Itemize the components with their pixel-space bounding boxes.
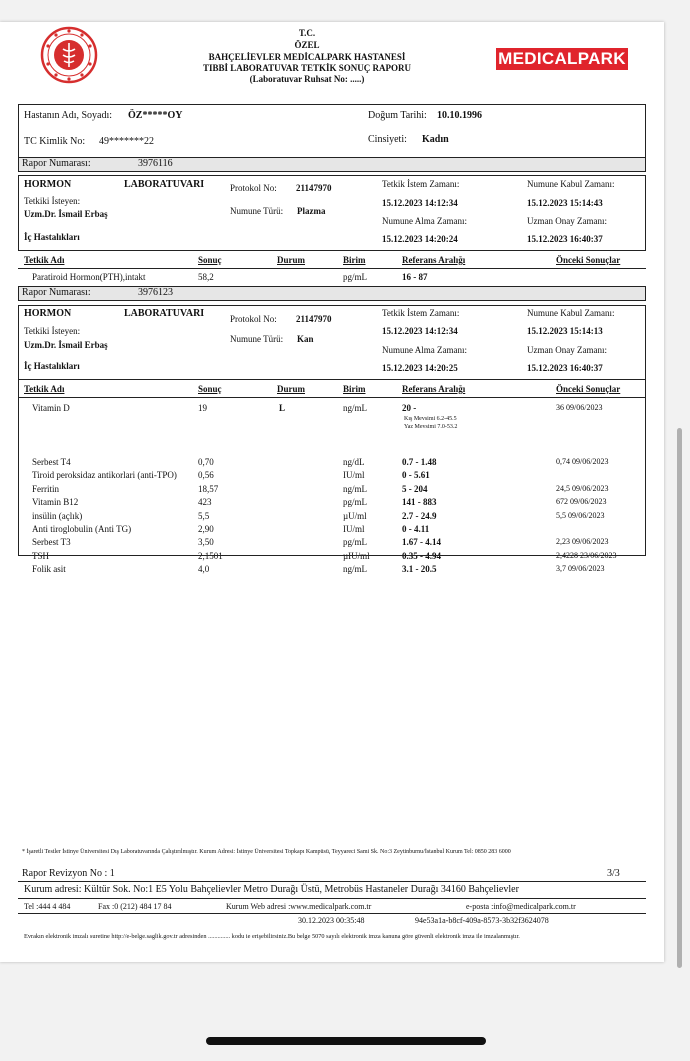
- test-unit: ng/mL: [343, 564, 367, 575]
- istem-value: 15.12.2023 14:12:34: [382, 198, 458, 208]
- test-ref: 1.67 - 4.14: [402, 537, 441, 548]
- alma-value: 15.12.2023 14:20:24: [382, 234, 458, 244]
- tc-value: 49*******22: [99, 136, 154, 147]
- alma-label: Numune Alma Zamanı:: [382, 216, 467, 226]
- requester-label: Tetkiki İsteyen:: [24, 196, 81, 206]
- sample-type: Plazma: [297, 206, 326, 216]
- department: İç Hastalıkları: [24, 232, 80, 242]
- col-name-2: Tetkik Adı: [24, 384, 65, 394]
- pth-result: 58,2: [198, 272, 214, 282]
- col-status-1: Durum: [277, 255, 306, 265]
- report-number: 3976116: [138, 158, 173, 169]
- test-name: Serbest T3: [32, 537, 71, 548]
- test-result: 18,57: [198, 483, 219, 494]
- sample-type-label: Numune Türü:: [230, 206, 284, 216]
- test-result: 423: [198, 497, 212, 508]
- report-number-bar-2: [18, 286, 646, 301]
- test-name: Anti tiroglobulin (Anti TG): [32, 524, 132, 534]
- col-unit-1: Birim: [343, 255, 366, 265]
- test-result: 3,50: [198, 537, 214, 548]
- alma-value-2: 15.12.2023 14:20:25: [382, 363, 458, 373]
- report-page: [0, 22, 664, 962]
- scrollbar[interactable]: [677, 428, 682, 968]
- report-number-label: Rapor Numarası:: [22, 158, 91, 169]
- lab-name: HORMON: [24, 179, 72, 190]
- lab-name-b2: LABORATUVARI: [124, 308, 205, 319]
- sample-type-2: Kan: [297, 334, 314, 344]
- doctor-name-2: Uzm.Dr. İsmail Erbaş: [24, 340, 108, 350]
- footer-rule-3: [18, 913, 646, 914]
- report-number-2: 3976123: [138, 287, 173, 298]
- test-prev: 672 09/06/2023: [556, 497, 607, 507]
- onay-label-2: Uzman Onay Zamanı:: [527, 345, 607, 355]
- vitd-status: L: [279, 403, 286, 413]
- kabul-label: Numune Kabul Zamanı:: [527, 179, 615, 189]
- revision-no: Rapor Revizyon No : 1: [22, 868, 115, 879]
- header-rule-1: [18, 268, 646, 269]
- istem-label: Tetkik İstem Zamanı:: [382, 179, 460, 189]
- protocol-no: 21147970: [296, 183, 332, 193]
- license-no: (Laboratuvar Ruhsat No: .....): [249, 74, 365, 84]
- gender-value: Kadın: [422, 134, 449, 145]
- home-indicator[interactable]: [206, 1037, 486, 1045]
- vitd-prev: 36 09/06/2023: [556, 403, 603, 412]
- test-name: Vitamin B12: [32, 497, 79, 508]
- col-name-1: Tetkik Adı: [24, 255, 65, 265]
- patient-name-label: Hastanın Adı, Soyadı:: [24, 110, 113, 121]
- istem-label-2: Tetkik İstem Zamanı:: [382, 308, 460, 318]
- test-unit: pg/mL: [343, 537, 367, 548]
- department-2: İç Hastalıkları: [24, 361, 80, 371]
- protocol-label-2: Protokol No:: [230, 314, 277, 324]
- tel: Tel :444 4 484: [24, 902, 71, 911]
- requester-label-2: Tetkiki İsteyen:: [24, 326, 81, 336]
- vitd-result: 19: [198, 403, 207, 413]
- vitd-ref: 20 -: [402, 403, 417, 413]
- test-name: insülin (açlık): [32, 510, 83, 521]
- vitd-ref-note-1: Kış Mevsimi 6.2-45.5: [404, 416, 457, 422]
- kabul-label-2: Numune Kabul Zamanı:: [527, 308, 615, 318]
- print-datetime: 30.12.2023 00:35:48: [298, 916, 365, 925]
- test-unit: ng/dL: [343, 457, 365, 467]
- onay-label: Uzman Onay Zamanı:: [527, 216, 607, 226]
- results-end-rule: [18, 555, 646, 556]
- hospital-name: BAHÇELİEVLER MEDİCALPARK HASTANESİ: [208, 52, 406, 62]
- test-result: 0,56: [198, 470, 214, 481]
- col-ref-1: Referans Aralığı: [402, 255, 466, 265]
- test-ref: 5 - 204: [402, 483, 428, 494]
- alma-label-2: Numune Alma Zamanı:: [382, 345, 467, 355]
- report-title: TIBBİ LABORATUVAR TETKİK SONUÇ RAPORU: [202, 63, 412, 73]
- test-name: Serbest T4: [32, 457, 71, 467]
- col-ref-2: Referans Aralığı: [402, 384, 466, 394]
- vitd-unit: ng/mL: [343, 403, 367, 413]
- test-result: 4,0: [198, 564, 210, 575]
- footer-rule-2: [18, 898, 646, 899]
- dob-label: Doğum Tarihi:: [368, 110, 427, 121]
- results-left-rule: [18, 375, 19, 555]
- table-row: [0, 511, 664, 524]
- test-ref: 2.7 - 24.9: [402, 510, 437, 521]
- test-prev: 24,5 09/06/2023: [556, 483, 609, 493]
- test-unit: pg/mL: [343, 497, 367, 508]
- lab-name-b: HORMON: [24, 308, 72, 319]
- page-number: 3/3: [607, 868, 620, 879]
- test-unit: µU/ml: [343, 510, 367, 521]
- istem-value-2: 15.12.2023 14:12:34: [382, 326, 458, 336]
- ministry-logo-icon: [40, 26, 98, 84]
- test-ref: 3.1 - 20.5: [402, 564, 437, 575]
- report-number-bar-1: [18, 157, 646, 172]
- protocol-no-2: 21147970: [296, 314, 332, 324]
- header-line-1: T.C.: [298, 28, 316, 38]
- doctor-name: Uzm.Dr. İsmail Erbaş: [24, 209, 108, 219]
- vitd-name: Vitamin D: [32, 403, 70, 413]
- pth-ref: 16 - 87: [402, 272, 428, 282]
- esign-note: Evrakın elektronik imzalı suretine http://e-belge.saglik.gov.tr adresinden .............. kodu ie erişebilirsiniz.Bu belge 5070 sayılı elektronik imza kanuna göre güvenli elektronik imza ile imzalanmıştır.: [24, 933, 520, 940]
- header-line-2: ÖZEL: [294, 40, 320, 50]
- test-prev: 3,7 09/06/2023: [556, 564, 605, 574]
- table-row: [0, 457, 664, 470]
- test-name: Tiroid peroksidaz antikorlari (anti-TPO): [32, 470, 177, 481]
- col-unit-2: Birim: [343, 384, 366, 394]
- lab-name-2: LABORATUVARI: [124, 179, 205, 190]
- web: Kurum Web adresi :www.medicalpark.com.tr: [226, 902, 372, 911]
- test-unit: IU/ml: [343, 524, 365, 534]
- test-name: Ferritin: [32, 483, 59, 494]
- col-status-2: Durum: [277, 384, 306, 394]
- table-row: [0, 551, 664, 564]
- test-unit: IU/ml: [343, 470, 365, 481]
- col-prev-2: Önceki Sonuçlar: [556, 384, 621, 394]
- results-right-rule: [645, 375, 646, 555]
- test-result: 5,5: [198, 510, 210, 521]
- test-ref: 141 - 883: [402, 497, 437, 508]
- col-prev-1: Önceki Sonuçlar: [556, 255, 621, 265]
- test-ref: 0.7 - 1.48: [402, 457, 437, 467]
- pth-unit: pg/mL: [343, 272, 367, 282]
- footer-rule-1: [18, 881, 646, 882]
- col-result-2: Sonuç: [198, 384, 222, 394]
- protocol-label: Protokol No:: [230, 183, 277, 193]
- gender-label: Cinsiyeti:: [368, 134, 407, 145]
- test-result: 0,70: [198, 457, 214, 467]
- patient-name: ÖZ*****OY: [128, 110, 183, 121]
- test-ref: 0 - 5.61: [402, 470, 430, 481]
- onay-value: 15.12.2023 16:40:37: [527, 234, 603, 244]
- pth-name: Paratiroid Hormon(PTH),intakt: [32, 272, 146, 282]
- footer-note: * İşaretli Testler İstinye Üniversitesi Dış Laboratuvarında Çalıştırılmıştır. Kurum Adresi: İstinye Üniversitesi Topkapı Kampüsü, Teyyareci Sami Sk. No:3 Zeytinburnu/İstanbul Kurum Tel: 0850 283 6000: [22, 849, 511, 855]
- test-unit: ng/mL: [343, 483, 367, 494]
- sample-type-label-2: Numune Türü:: [230, 334, 284, 344]
- onay-value-2: 15.12.2023 16:40:37: [527, 363, 603, 373]
- medicalpark-logo: MEDICALPARK: [496, 48, 628, 70]
- address: Kurum adresi: Kültür Sok. No:1 E5 Yolu Bahçelievler Metro Durağı Üstü, Metrobüs Hastaneler Durağı 34160 Bahçelievler: [24, 884, 519, 895]
- table-row: [0, 564, 664, 577]
- document-hash: 94e53a1a-b8cf-409a-8573-3b32f3624078: [415, 916, 549, 925]
- fax: Fax :0 (212) 484 17 84: [98, 902, 172, 911]
- kabul-value-2: 15.12.2023 15:14:13: [527, 326, 603, 336]
- test-name: Folik asit: [32, 564, 66, 575]
- email: e-posta :info@medicalpark.com.tr: [466, 902, 576, 911]
- test-prev: 5,5 09/06/2023: [556, 510, 605, 520]
- report-number-label-2: Rapor Numarası:: [22, 287, 91, 298]
- test-prev: 0,74 09/06/2023: [556, 457, 609, 466]
- test-ref: 0 - 4.11: [402, 524, 430, 534]
- table-row: [0, 537, 664, 550]
- test-prev: 2,23 09/06/2023: [556, 537, 609, 547]
- kabul-value: 15.12.2023 15:14:43: [527, 198, 603, 208]
- header-rule-2: [18, 397, 646, 398]
- table-row: [0, 497, 664, 510]
- vitd-ref-note-2: Yaz Mevsimi 7.0-53.2: [404, 424, 458, 430]
- test-result: 2,90: [198, 524, 214, 534]
- table-row: [0, 524, 664, 537]
- table-row: [0, 484, 664, 497]
- tc-label: TC Kimlik No:: [24, 136, 86, 147]
- col-result-1: Sonuç: [198, 255, 222, 265]
- dob-value: 10.10.1996: [437, 110, 482, 121]
- patient-info-box: [18, 104, 646, 159]
- table-row: [0, 470, 664, 483]
